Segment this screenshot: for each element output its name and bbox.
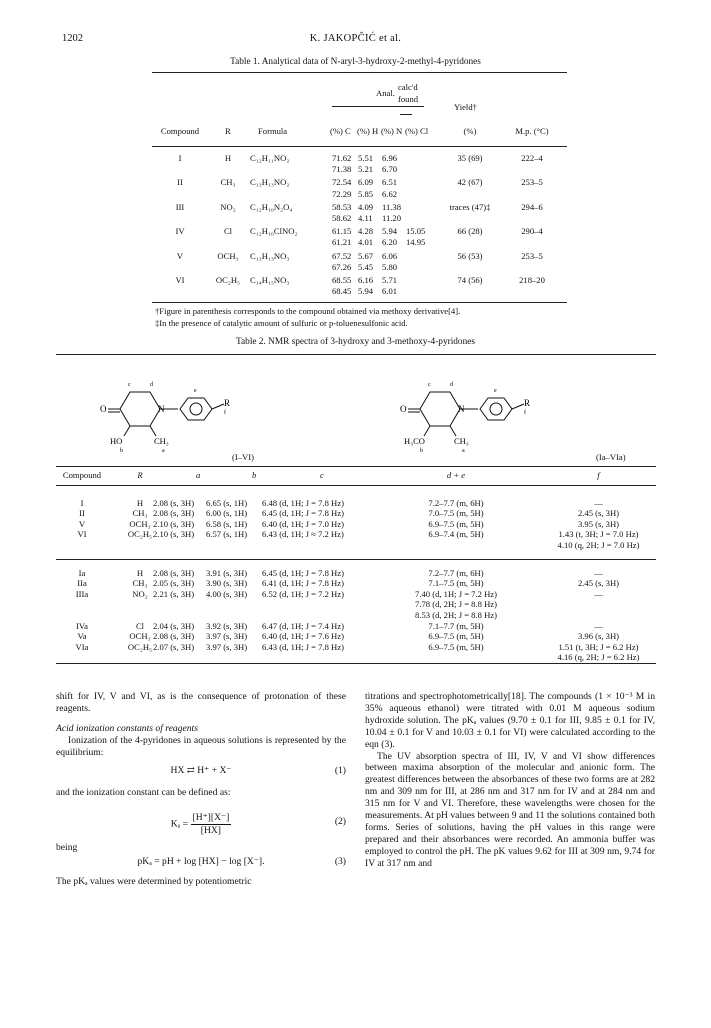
- t2-cell-r: CH₃: [132, 508, 148, 519]
- t2-cell-f: 2.45 (s, 3H): [577, 508, 620, 519]
- t1-cell-comp: VI: [175, 274, 185, 285]
- t1-cell-c: 71.62: [332, 153, 352, 163]
- t2-cell-f: 2.45 (s, 3H): [577, 578, 620, 589]
- table1-top-rule: [152, 72, 567, 73]
- table-row: [152, 226, 567, 237]
- t2-cell-de: 7.2–7.7 (m, 6H): [428, 567, 484, 578]
- t1-cell-c: 71.38: [332, 164, 352, 175]
- t1-cell-h: 4.01: [358, 237, 374, 248]
- t2-cell-f: —: [594, 567, 603, 578]
- t1-cell-r: NO₂: [220, 201, 236, 212]
- t2-cell-comp: VI: [77, 529, 87, 540]
- t2-cell-b: 3.97 (s, 3H): [206, 641, 248, 652]
- t2-col-de: d + e: [446, 470, 466, 480]
- t1-cell-c: 67.26: [332, 261, 352, 272]
- t2-cell-comp: IIIa: [75, 588, 89, 599]
- table-row: [152, 213, 567, 224]
- t2-cell-a: 2.10 (s, 3H): [153, 529, 195, 540]
- t2-cell-a: 2.08 (s, 3H): [153, 497, 195, 508]
- right-para-1: titrations and spectrophotometrically[18]. The compounds (1 × 10⁻³ M in 35% aqueous ethanol) were titrated with 0.01 M aqueous sodium hydroxide solution. The pKₐ values (9.70 ± 0.1 for III, 9.85 ± 0.1 for IV, 10.04 ± 0.1 for V and 10.03 ± 0.1 for VI) were calculated according to the eqn (3).: [365, 691, 655, 750]
- struct-right-e: e: [494, 388, 497, 394]
- t1-cell-n: 11.38: [382, 201, 402, 212]
- table-row: [56, 508, 656, 519]
- t1-yield-label: Yield†: [454, 102, 477, 112]
- struct-left-ho: HO: [110, 436, 123, 446]
- table-row: [56, 610, 656, 621]
- t1-cell-mp: 222–4: [521, 153, 543, 163]
- t2-cell-c: 6.48 (d, 1H; J = 7.8 Hz): [262, 497, 344, 508]
- t2-cell-c: 6.40 (d, 1H; J = 7.0 Hz): [262, 518, 344, 529]
- table-row: [56, 589, 656, 600]
- t1-cell-c: 68.45: [332, 286, 352, 297]
- t2-cell-de: 7.2–7.7 (m, 6H): [428, 497, 484, 508]
- struct-right-r: R: [524, 398, 531, 408]
- t2-cell-c: 6.47 (d, 1H; J = 7.4 Hz): [262, 620, 344, 631]
- struct-left-f: f: [224, 410, 226, 416]
- t1-cell-yield: 56 (53): [457, 250, 483, 261]
- being-text: being: [56, 842, 78, 854]
- table-row: [56, 519, 656, 530]
- t1-col-n: (%) N: [381, 126, 403, 136]
- t1-cell-h: 4.11: [358, 212, 373, 223]
- t2-cell-r: OC₂H₅: [127, 641, 153, 652]
- t2-cell-de: 7.40 (d, 1H; J = 7.2 Hz): [415, 588, 497, 599]
- t2-cell-comp: IVa: [76, 620, 88, 631]
- table-row: [56, 540, 656, 551]
- t1-cell-formula: C₁₂H₁₁NO₂: [250, 153, 290, 163]
- t2-cell-r: CH₃: [132, 578, 148, 589]
- t2-col-compound: Compound: [62, 470, 102, 480]
- t2-cell-c: 6.45 (d, 1H; J = 7.8 Hz): [262, 508, 344, 519]
- table2-caption: Table 2. NMR spectra of 3-hydroxy and 3-methoxy-4-pyridones: [236, 337, 475, 347]
- t1-cell-yield: 42 (67): [457, 177, 483, 188]
- table2-group-methoxy: [56, 568, 656, 663]
- t2-cell-f: 1.43 (t, 3H; J = 7.0 Hz): [558, 529, 639, 540]
- t1-cell-n: 6.62: [382, 188, 398, 199]
- struct-right-h3co: H₃CO: [404, 436, 425, 446]
- structure-methoxy-pyridone: [400, 370, 550, 454]
- t2-cell-c: 6.43 (d, 1H; J ≈ 7.2 Hz): [262, 529, 344, 540]
- t1-cell-comp: III: [175, 201, 185, 212]
- t1-col-compound: Compound: [160, 126, 200, 136]
- t1-cell-r: OCH₃: [217, 250, 239, 261]
- t1-col-yield: (%): [463, 126, 477, 136]
- table-row: [56, 578, 656, 589]
- t2-col-b: b: [252, 470, 257, 480]
- struct-left-r: R: [224, 398, 231, 408]
- t2-cell-c: 6.40 (d, 1H; J = 7.6 Hz): [262, 631, 344, 642]
- t1-cell-c: 68.55: [332, 274, 352, 285]
- struct-right-f: f: [524, 410, 526, 416]
- structure-left-label: (I–VI): [232, 452, 254, 462]
- equation-2: Kₐ = $\frac{[H^+][X^-]}{[HX]}$ (2): [170, 812, 346, 837]
- t1-cell-comp: I: [178, 153, 182, 163]
- t1-cell-c: 67.52: [332, 250, 352, 261]
- table-row: [56, 498, 656, 509]
- structure-hydroxy-pyridone: [100, 370, 250, 454]
- t2-cell-c: 6.41 (d, 1H; J = 7.8 Hz): [262, 578, 344, 589]
- t2-cell-a: 2.05 (s, 3H): [153, 578, 195, 589]
- table-row: [152, 251, 567, 262]
- t1-anal-label: Anal.: [376, 88, 395, 98]
- t1-cell-formula: C₁₃H₁₃NO₃: [250, 250, 290, 261]
- struct-left-ch3: CH₃: [154, 436, 169, 446]
- t1-cell-n: 6.06: [382, 250, 398, 261]
- t2-cell-r: NO₂: [132, 588, 148, 599]
- table-row: [152, 202, 567, 213]
- t1-cell-formula: C₁₂H₁₀N₂O₄: [250, 201, 293, 212]
- t2-cell-de: 6.9–7.5 (m, 5H): [428, 631, 484, 642]
- t2-cell-r: OC₂H₅: [127, 529, 153, 540]
- t2-cell-b: 6.00 (s, 1H): [206, 508, 248, 519]
- t1-cell-n: 6.20: [382, 237, 398, 248]
- struct-left-o: O: [100, 404, 107, 414]
- t2-col-f: f: [597, 470, 600, 480]
- t2-cell-comp: VIa: [75, 641, 89, 652]
- struct-right-a: a: [462, 448, 465, 454]
- left-para-3: and the ionization constant can be defined as:: [56, 786, 231, 798]
- table-row: [56, 599, 656, 610]
- equation-3: pKₐ = pH + log [HX] − log [X⁻]. (3): [137, 856, 346, 868]
- struct-left-a: a: [162, 448, 165, 454]
- running-header: [62, 33, 649, 49]
- table-row: [152, 275, 567, 286]
- t2-col-r: R: [137, 470, 143, 480]
- t2-cell-de: 7.0–7.5 (m, 5H): [428, 508, 484, 519]
- t1-cell-yield: traces (47)‡: [449, 201, 491, 212]
- t2-cell-comp: V: [78, 518, 86, 529]
- t2-cell-de: 6.9–7.5 (m, 5H): [428, 641, 484, 652]
- t1-cell-n: 5.71: [382, 274, 398, 285]
- t2-cell-r: H: [136, 567, 144, 578]
- section-heading: Acid ionization constants of reagents: [56, 722, 198, 734]
- struct-right-b: b: [420, 448, 423, 454]
- t2-cell-comp: Ia: [78, 567, 86, 578]
- t2-cell-f: 3.96 (s, 3H): [577, 631, 620, 642]
- table-row: [152, 153, 567, 164]
- table1-bottom-rule: [152, 302, 567, 303]
- t2-cell-b: 3.92 (s, 3H): [206, 620, 248, 631]
- table-row: [56, 621, 656, 632]
- struct-right-n: N: [458, 404, 465, 414]
- table-row: [152, 237, 567, 248]
- table2-top-rule: [56, 354, 656, 355]
- t2-cell-f: —: [594, 620, 603, 631]
- t2-cell-de: 6.9–7.4 (m, 5H): [428, 529, 484, 540]
- t2-cell-f: —: [594, 588, 603, 599]
- t2-cell-r: OCH₃: [129, 518, 151, 529]
- t2-cell-r: OCH₃: [129, 631, 151, 642]
- table-row: [56, 631, 656, 642]
- table-row: [56, 568, 656, 579]
- t2-cell-b: 3.97 (s, 3H): [206, 631, 248, 642]
- t1-cell-r: CH₃: [220, 177, 236, 188]
- table-row: [152, 189, 567, 200]
- t1-cell-h: 5.51: [358, 153, 374, 163]
- t1-cell-cl: 14.95: [406, 237, 426, 248]
- t1-cell-c: 72.54: [332, 177, 352, 188]
- t1-cell-c: 72.29: [332, 188, 352, 199]
- t2-cell-b: 3.91 (s, 3H): [206, 567, 248, 578]
- struct-right-o: O: [400, 404, 407, 414]
- t2-cell-comp: Va: [77, 631, 87, 642]
- t2-cell-de: 7.1–7.7 (m, 5H): [428, 620, 484, 631]
- t1-cell-formula: C₁₃H₁₃NO₂: [250, 177, 290, 188]
- equation-1: HX ⇄ H⁺ + X⁻ (1): [170, 764, 346, 776]
- t1-cell-n: 5.94: [382, 226, 398, 237]
- t1-cell-n: 6.51: [382, 177, 398, 188]
- t2-cell-de: 7.78 (d, 2H; J = 8.8 Hz): [415, 599, 497, 610]
- table2-group-hydroxy: [56, 498, 656, 551]
- table1-body: [152, 153, 567, 297]
- t1-cell-c: 58.53: [332, 201, 352, 212]
- t2-cell-b: 4.00 (s, 3H): [206, 588, 248, 599]
- table2-bottom-rule: [56, 663, 656, 664]
- t2-cell-comp: IIa: [77, 578, 87, 589]
- table1-header: [152, 74, 567, 146]
- body-right-column: [365, 691, 655, 870]
- t2-cell-a: 2.04 (s, 3H): [153, 620, 195, 631]
- t1-cell-h: 5.45: [358, 261, 374, 272]
- table-row: [56, 652, 656, 663]
- t1-cell-c: 61.15: [332, 226, 352, 237]
- t1-cell-yield: 35 (69): [457, 153, 483, 163]
- t2-cell-a: 2.08 (s, 3H): [153, 631, 195, 642]
- struct-left-n: N: [158, 404, 165, 414]
- t1-cell-comp: II: [177, 177, 183, 188]
- t1-col-formula: Formula: [258, 126, 288, 136]
- table-row: [56, 529, 656, 540]
- t1-cell-h: 5.85: [358, 188, 374, 199]
- t1-cell-n: 6.96: [382, 153, 398, 163]
- t1-found-label: found: [398, 94, 419, 104]
- t2-cell-b: 3.90 (s, 3H): [206, 578, 248, 589]
- t1-cell-h: 6.16: [358, 274, 374, 285]
- t1-cell-r: OC₂H₅: [215, 274, 241, 285]
- t2-cell-b: 6.57 (s, 1H): [206, 529, 248, 540]
- left-para-1: shift for IV, V and VI, as is the consequence of protonation of these reagents.: [56, 691, 346, 714]
- t2-cell-c: 6.43 (d, 1H; J = 7.8 Hz): [262, 641, 344, 652]
- struct-right-d: d: [450, 382, 453, 388]
- struct-left-c: c: [128, 382, 131, 388]
- t2-cell-a: 2.08 (s, 3H): [153, 508, 195, 519]
- t2-cell-f: 1.51 (t, 3H; J = 6.2 Hz): [558, 641, 639, 652]
- right-para-2: The UV absorption spectra of III, IV, V and VI show differences between maxima absorption of the molecular and anionic form. The greatest differences between the absorbances of these two forms are at 282 nm and 309 nm for III, at 286 nm and 317 nm for IV and at 284 nm and 315 nm for V and VI. Therefore, these wavelengths were chosen for the measurements. At pH values between 9 and 11 the solutions contained both forms. Series of solutions, having the pH values in this range were prepared and their absorbances were recorded. An ammonia buffer was employed to control the pH. The pK values 9.62 for III at 309 nm, 9.74 for IV at 317 nm and: [365, 750, 655, 869]
- table-row: [152, 177, 567, 188]
- t1-cell-mp: 294–6: [521, 201, 543, 212]
- t1-cell-formula: C₁₄H₁₅NO₃: [250, 274, 290, 285]
- table-row: [152, 286, 567, 297]
- t1-col-mp: M.p. (°C): [515, 126, 549, 136]
- t2-cell-f: 3.95 (s, 3H): [577, 518, 620, 529]
- t1-cell-h: 5.21: [358, 164, 374, 175]
- t2-cell-r: Cl: [135, 620, 145, 631]
- body-left-column: [56, 691, 346, 888]
- t2-col-c: c: [320, 470, 324, 480]
- t1-cell-r: Cl: [223, 226, 233, 237]
- t1-cell-c: 58.62: [332, 212, 352, 223]
- t2-cell-a: 2.10 (s, 3H): [153, 518, 195, 529]
- t1-cell-c: 61.21: [332, 237, 352, 248]
- t2-cell-comp: I: [80, 497, 84, 508]
- t1-cell-mp: 218–20: [519, 274, 545, 285]
- t2-cell-f: 4.10 (q, 2H; J = 7.0 Hz): [557, 539, 640, 550]
- t1-cell-n: 6.01: [382, 286, 398, 297]
- struct-left-b: b: [120, 448, 123, 454]
- table1: [152, 74, 567, 297]
- t1-cell-comp: IV: [175, 226, 185, 237]
- t2-cell-de: 6.9–7.5 (m, 5H): [428, 518, 484, 529]
- t2-cell-r: H: [136, 497, 144, 508]
- t1-cell-h: 4.09: [358, 201, 374, 212]
- structure-right-label: (Ia–VIa): [596, 452, 626, 462]
- t1-cell-h: 6.09: [358, 177, 374, 188]
- t1-calcd-label: calc'd: [398, 82, 418, 92]
- table2-header-row: [56, 470, 656, 481]
- left-para-2: Ionization of the 4-pyridones in aqueous solutions is represented by the equilibrium:: [56, 734, 346, 758]
- t2-cell-b: 6.58 (s, 1H): [206, 518, 248, 529]
- page-number: 1202: [62, 33, 83, 44]
- table-row: [152, 164, 567, 175]
- t2-cell-f: —: [594, 497, 603, 508]
- t1-cell-yield: 74 (56): [457, 274, 483, 285]
- table-row: [56, 642, 656, 653]
- t2-cell-a: 2.21 (s, 3H): [153, 588, 195, 599]
- struct-left-e: e: [194, 388, 197, 394]
- t1-cell-yield: 66 (28): [457, 226, 483, 237]
- table1-caption: Table 1. Analytical data of N-aryl-3-hydroxy-2-methyl-4-pyridones: [230, 57, 481, 67]
- t2-col-a: a: [196, 470, 201, 480]
- t2-cell-c: 6.52 (d, 1H; J = 7.2 Hz): [262, 588, 344, 599]
- t2-cell-c: 6.45 (d, 1H; J = 7.8 Hz): [262, 567, 344, 578]
- t1-cell-h: 5.67: [358, 250, 374, 261]
- t1-col-h: (%) H: [357, 126, 379, 136]
- t1-cell-mp: 253–5: [521, 177, 543, 188]
- left-para-4: The pKₐ values were determined by potentiometric: [56, 876, 252, 888]
- t1-cell-h: 5.94: [358, 286, 374, 297]
- table1-footnote-2: ‡In the presence of catalytic amount of sulfuric or p-toluenesulfonic acid.: [155, 318, 408, 328]
- t2-cell-de: 7.1–7.5 (m, 5H): [428, 578, 484, 589]
- t1-col-cl: (%) Cl: [405, 126, 429, 136]
- t1-cell-r: H: [224, 153, 232, 163]
- struct-right-c: c: [428, 382, 431, 388]
- t1-col-c: (%) C: [330, 126, 351, 136]
- t2-cell-a: 2.07 (s, 3H): [153, 641, 195, 652]
- t2-cell-a: 2.08 (s, 3H): [153, 567, 195, 578]
- table1-footnote-1: †Figure in parenthesis corresponds to the compound obtained via methoxy derivative[4].: [155, 306, 461, 316]
- t2-cell-de: 8.53 (d, 2H; J = 8.8 Hz): [415, 609, 497, 620]
- table-row: [152, 262, 567, 273]
- struct-right-ch3: CH₃: [454, 436, 469, 446]
- t1-cell-comp: V: [176, 250, 184, 261]
- table2: [56, 470, 656, 663]
- t1-cell-formula: C₁₂H₁₀ClNO₂: [250, 226, 298, 237]
- t2-cell-f: 4.16 (q, 2H; J = 6.2 Hz): [557, 652, 640, 663]
- t1-cell-h: 4.28: [358, 226, 374, 237]
- t1-col-r: R: [225, 126, 231, 136]
- t2-cell-comp: II: [79, 508, 85, 519]
- running-author: K. JAKOPČIĆ et al.: [309, 33, 402, 44]
- t1-cell-n: 5.80: [382, 261, 398, 272]
- t2-cell-b: 6.65 (s, 1H): [206, 497, 248, 508]
- t1-cell-n: 11.20: [382, 212, 402, 223]
- t1-cell-n: 6.70: [382, 164, 398, 175]
- struct-left-d: d: [150, 382, 153, 388]
- t1-cell-mp: 290–4: [521, 226, 543, 237]
- t1-cell-mp: 253–5: [521, 250, 543, 261]
- t1-cell-cl: 15.05: [406, 226, 426, 237]
